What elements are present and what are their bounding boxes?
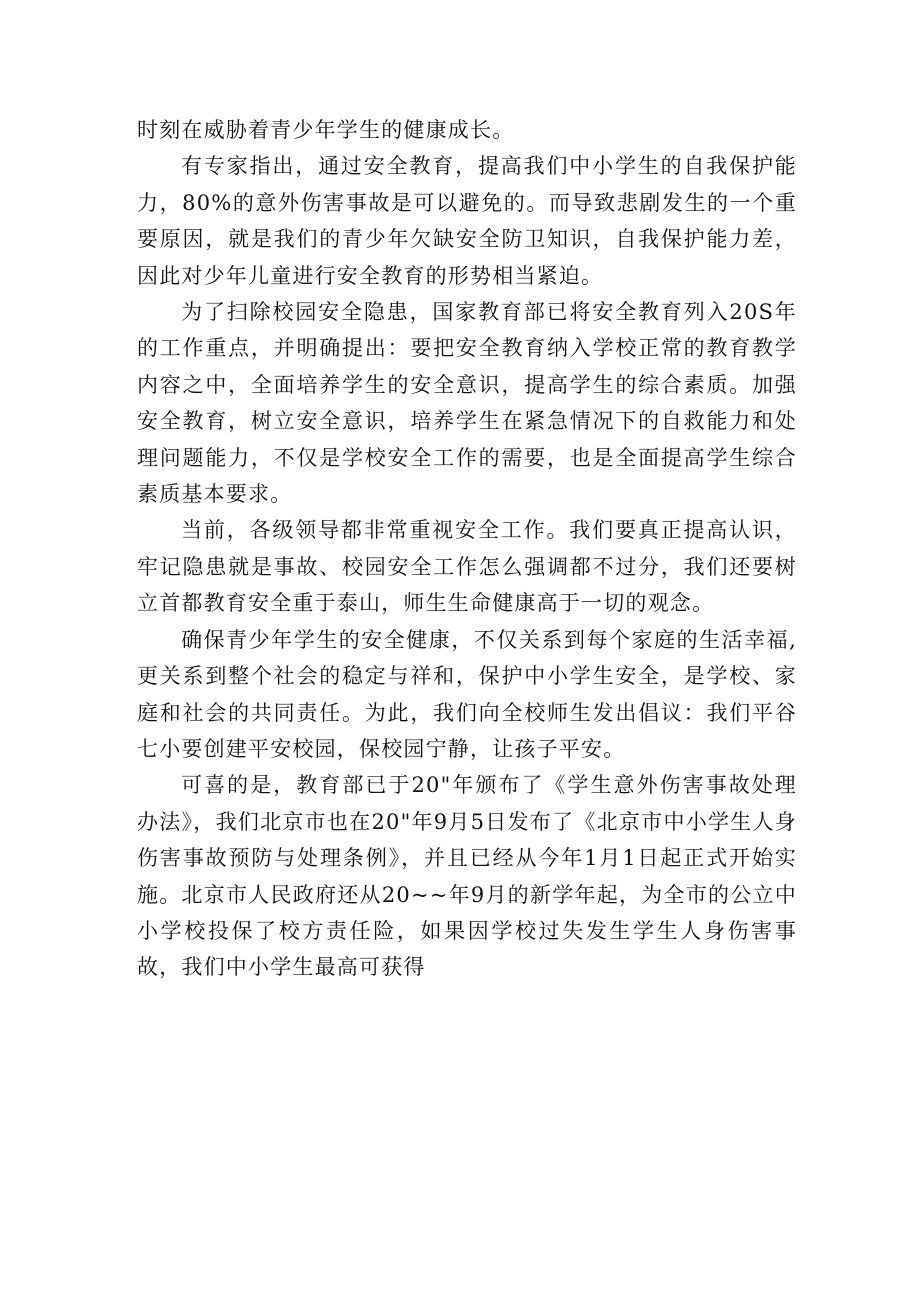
paragraph-expert-opinion: 有专家指出，通过安全教育，提高我们中小学生的自我保护能力，80%的意外伤害事故是可以避免的。而导致悲剧发生的一个重要原因，就是我们的青少年欠缺安全防卫知识，自我保护能力差，因此对少年儿童进行安全教育的形势相当紧迫。	[137, 154, 797, 288]
paragraph-continuation: 时刻在威胁着青少年学生的健康成长。	[137, 118, 515, 142]
body-text	[137, 112, 797, 986]
paragraph-ministry-policy: 为了扫除校园安全隐患，国家教育部已将安全教育列入20S年的工作重点，并明确提出：要把安全教育纳入学校正常的教育教学内容之中，全面培养学生的安全意识，提高学生的综合素质。加强安全教育，树立安全意识，培养学生在紧急情况下的自救能力和处理问题能力，不仅是学校安全工作的需要，也是全面提高学生综合素质基本要求。	[137, 300, 797, 507]
paragraph-initiative: 确保青少年学生的安全健康，不仅关系到每个家庭的生活幸福,更关系到整个社会的稳定与祥和，保护中小学生安全，是学校、家庭和社会的共同责任。为此，我们向全校师生发出倡议：我们平谷七小要创建平安校园，保校园宁静，让孩子平安。	[137, 627, 797, 761]
paragraph-regulations: 可喜的是，教育部已于20"年颁布了《学生意外伤害事故处理办法》，我们北京市也在20"年9月5日发布了《北京市中小学生人身伤害事故预防与处理条例》，并且已经从今年1月1日起正式开始实施。北京市人民政府还从20~~年9月的新学年起，为全市的公立中小学校投保了校方责任险，如果因学校过失发生学生人身伤害事故，我们中小学生最高可获得	[137, 773, 797, 980]
paragraph-leadership: 当前，各级领导都非常重视安全工作。我们要真正提高认识，牢记隐患就是事故、校园安全工作怎么强调都不过分，我们还要树立首都教育安全重于泰山，师生生命健康高于一切的观念。	[137, 518, 797, 616]
